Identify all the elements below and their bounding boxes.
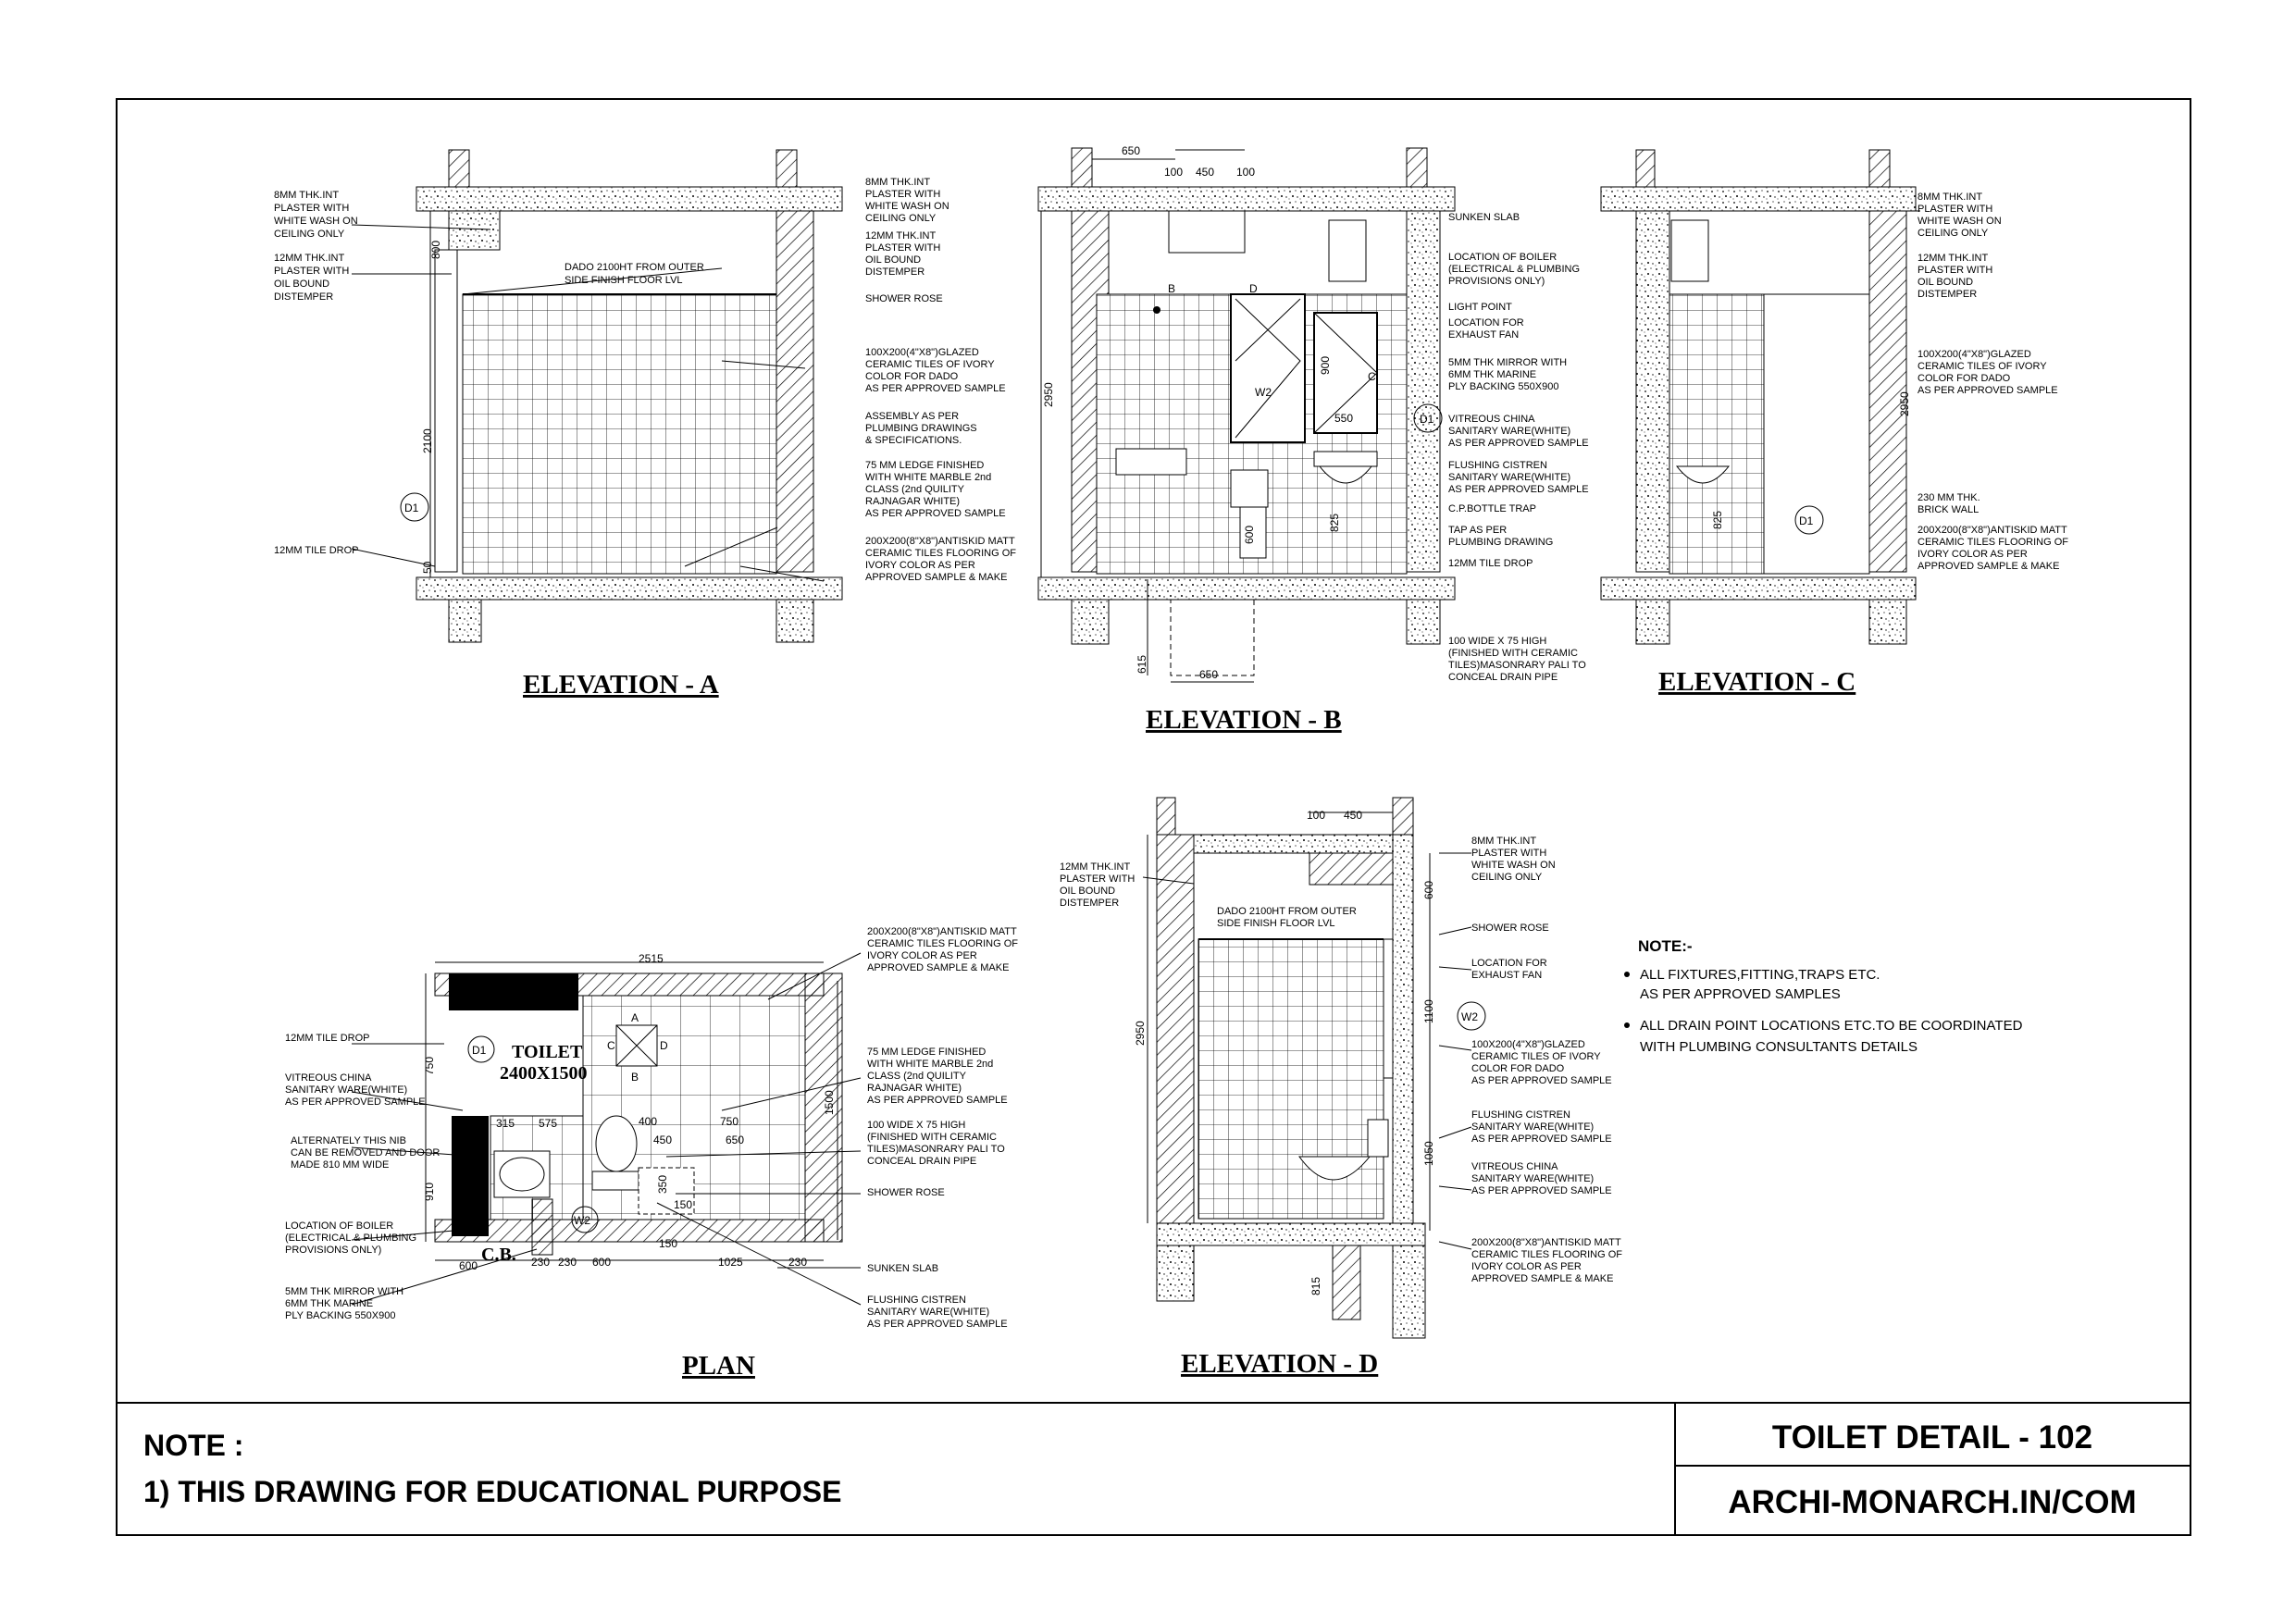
elev-a-label-7: OIL BOUND [274,279,330,290]
elev-d-tag: W2 [1461,1010,1478,1023]
elev-b-left-6: PLASTER WITH [865,242,941,254]
plan-dim-6: 575 [539,1117,558,1130]
elev-b-right-2: LOCATION OF BOILER [1448,252,1558,263]
elev-a-label-5: 12MM THK.INT [274,253,345,264]
elev-b-right-4: PROVISIONS ONLY) [1448,276,1545,287]
plan-left-10: PROVISIONS ONLY) [285,1245,382,1256]
elev-c-title: ELEVATION - C [1658,667,1856,697]
elev-d-right-6: LOCATION FOR [1471,958,1547,969]
elev-c-label-10: CERAMIC TILES OF IVORY [1917,361,2047,372]
website: ARCHI-MONARCH.IN/COM [1728,1484,2137,1520]
elev-a-label-8: DISTEMPER [274,291,334,303]
plan-right-7: CLASS (2nd QUILITY [867,1071,966,1082]
elev-b-tag-w2: W2 [1255,386,1272,399]
elev-b-bottom-1: 100 WIDE X 75 HIGH [1448,636,1547,647]
elev-b-right-10: PLY BACKING 550X900 [1448,381,1559,392]
elev-a-label-4: CEILING ONLY [274,229,345,240]
plan-tag-d1: D1 [472,1044,487,1057]
elev-c-label-11: COLOR FOR DADO [1917,373,2011,384]
drawing-title: TOILET DETAIL - 102 [1771,1419,2093,1456]
elev-b-left-19: CLASS (2nd QUILITY [865,484,964,495]
plan-left-7: MADE 810 MM WIDE [291,1159,390,1171]
plan-left-9: (ELECTRICAL & PLUMBING [285,1233,417,1244]
elev-d-right-9: CERAMIC TILES OF IVORY [1471,1051,1601,1062]
elev-c-label-15: 200X200(8"X8")ANTISKID MATT [1917,525,2067,536]
elev-b-bottom-2: (FINISHED WITH CERAMIC [1448,648,1578,659]
elev-b-dim-5: 2950 [1042,382,1055,407]
plan-dim-2: 1500 [823,1090,836,1115]
elev-b-dim-6: 900 [1319,355,1332,375]
elev-b-right-12: SANITARY WARE(WHITE) [1448,426,1571,437]
elev-d-right-5: SHOWER ROSE [1471,923,1549,934]
elev-b-left-12: COLOR FOR DADO [865,371,959,382]
elev-b-left-9: SHOWER ROSE [865,293,943,304]
elev-d-right-13: SANITARY WARE(WHITE) [1471,1121,1595,1133]
elev-b-dim-8: 825 [1328,513,1341,532]
plan-dim-3: 750 [423,1056,436,1075]
elev-a-label-2: PLASTER WITH [274,203,350,214]
plan-right-5: 75 MM LEDGE FINISHED [867,1047,987,1058]
elevation-c [1601,150,1920,644]
elev-b-left-18: WITH WHITE MARBLE 2nd [865,472,992,483]
elev-a-label-11: 12MM TILE DROP [274,545,359,556]
elev-b-left-24: IVORY COLOR AS PER [865,560,975,571]
plan-dim-13: 600 [459,1259,478,1272]
elev-b-right-5: LIGHT POINT [1448,302,1512,313]
elev-b-left-7: OIL BOUND [865,254,922,266]
elev-b-right-1: SUNKEN SLAB [1448,212,1520,223]
elev-b-bottom-4: CONCEAL DRAIN PIPE [1448,672,1558,683]
elev-b-left-14: ASSEMBLY AS PER [865,411,960,422]
elev-c-label-6: PLASTER WITH [1917,265,1993,276]
elev-b-right-15: SANITARY WARE(WHITE) [1448,472,1571,483]
elev-b-dim-9: 600 [1243,525,1256,544]
elev-a-label-1: 8MM THK.INT [274,190,340,201]
elev-b-right-17: C.P.BOTTLE TRAP [1448,503,1536,514]
plan-tag-b: B [631,1071,639,1084]
elev-b-tag-c: C [1368,370,1376,383]
plan-left-8: LOCATION OF BOILER [285,1220,394,1232]
elev-c-label-16: CERAMIC TILES FLOORING OF [1917,537,2068,548]
plan-tag-d: D [660,1039,668,1052]
elev-d-right-7: EXHAUST FAN [1471,970,1543,981]
elev-b-left-23: CERAMIC TILES FLOORING OF [865,548,1016,559]
plan-right-18: AS PER APPROVED SAMPLE [867,1319,1008,1330]
elevation-b [1038,148,1455,682]
elev-c-label-2: PLASTER WITH [1917,204,1993,215]
elev-d-dim-6: 1050 [1422,1141,1435,1166]
title-block-note-text: 1) THIS DRAWING FOR EDUCATIONAL PURPOSE [143,1475,842,1508]
elev-b-right-7: EXHAUST FAN [1448,329,1520,341]
elev-c-label-14: BRICK WALL [1917,504,1980,515]
elev-c-label-4: CEILING ONLY [1917,228,1989,239]
elev-b-left-21: AS PER APPROVED SAMPLE [865,508,1006,519]
elev-b-bottom-3: TILES)MASONRARY PALI TO [1448,660,1586,671]
elev-d-left-2: PLASTER WITH [1060,873,1136,885]
plan-dim-4: 910 [423,1182,436,1201]
notes-item-4: WITH PLUMBING CONSULTANTS DETAILS [1640,1039,1918,1055]
plan-right-10: 100 WIDE X 75 HIGH [867,1120,966,1131]
plan-left-2: VITREOUS CHINA [285,1072,372,1084]
plan-right-15: SUNKEN SLAB [867,1263,939,1274]
title-block [143,1419,2137,1520]
plan-right-3: IVORY COLOR AS PER [867,950,977,961]
elev-b-left-25: APPROVED SAMPLE & MAKE [865,572,1008,583]
plan-dim-18: 230 [558,1256,577,1269]
elev-a-label-10: SIDE FINISH FLOOR LVL [565,275,683,286]
plan-tag-cb: C.B. [481,1245,516,1265]
plan-right-6: WITH WHITE MARBLE 2nd [867,1059,994,1070]
elev-b-right-20: 12MM TILE DROP [1448,558,1533,569]
plan-right-9: AS PER APPROVED SAMPLE [867,1095,1008,1106]
elev-c-label-1: 8MM THK.INT [1917,192,1983,203]
elev-d-title: ELEVATION - D [1181,1349,1379,1379]
plan-right-1: 200X200(8"X8")ANTISKID MATT [867,926,1017,937]
elev-b-left-22: 200X200(8"X8")ANTISKID MATT [865,536,1015,547]
elev-d-right-17: AS PER APPROVED SAMPLE [1471,1185,1612,1196]
elev-b-right-14: FLUSHING CISTREN [1448,460,1547,471]
elev-d-right-18: 200X200(8"X8")ANTISKID MATT [1471,1237,1621,1248]
plan-right-2: CERAMIC TILES FLOORING OF [867,938,1018,949]
elev-b-right-13: AS PER APPROVED SAMPLE [1448,438,1589,449]
plan-view [352,953,861,1305]
elev-c-dim-1: 2950 [1898,391,1911,416]
plan-dim-19: 150 [674,1198,693,1211]
plan-tag-c: C [607,1039,615,1052]
plan-dim-8: 750 [720,1115,739,1128]
elev-b-tag-d1: D1 [1420,413,1434,426]
elev-b-tag-b: B [1168,282,1176,295]
plan-dim-15: 600 [592,1256,612,1269]
elev-b-left-1: 8MM THK.INT [865,177,931,188]
elev-b-dim-11: 650 [1199,668,1219,681]
plan-left-1: 12MM TILE DROP [285,1033,370,1044]
elev-b-left-20: RAJNAGAR WHITE) [865,496,961,507]
elev-c-label-13: 230 MM THK. [1917,492,1980,503]
plan-dim-9: 450 [653,1134,673,1146]
elev-c-tag: D1 [1799,514,1814,527]
elev-c-label-9: 100X200(4"X8")GLAZED [1917,349,2031,360]
elev-d-dim-2: 450 [1344,809,1363,822]
elev-a-title: ELEVATION - A [523,670,719,700]
plan-left-6: CAN BE REMOVED AND DOOR [291,1147,441,1158]
plan-dim-14: 230 [531,1256,551,1269]
elev-b-dim-1: 650 [1122,144,1141,157]
plan-left-3: SANITARY WARE(WHITE) [285,1084,408,1096]
elev-d-right-21: APPROVED SAMPLE & MAKE [1471,1273,1614,1284]
elev-d-dim-1: 100 [1307,809,1326,822]
elev-b-left-11: CERAMIC TILES OF IVORY [865,359,995,370]
elev-d-left-4: DISTEMPER [1060,898,1120,909]
notes-heading: NOTE:- [1638,937,1693,955]
elev-c-label-3: WHITE WASH ON [1917,216,2002,227]
plan-dim-11: 350 [656,1174,669,1194]
plan-right-13: CONCEAL DRAIN PIPE [867,1156,977,1167]
elev-b-left-2: PLASTER WITH [865,189,941,200]
plan-dim-1: 2515 [639,952,664,965]
elev-b-right-19: PLUMBING DRAWING [1448,537,1554,548]
elev-d-right-3: WHITE WASH ON [1471,860,1556,871]
elev-b-left-5: 12MM THK.INT [865,230,937,242]
plan-left-4: AS PER APPROVED SAMPLE [285,1096,426,1108]
elev-b-left-15: PLUMBING DRAWINGS [865,423,977,434]
elev-b-left-16: & SPECIFICATIONS. [865,435,962,446]
elev-c-dim-2: 825 [1711,510,1724,529]
elev-a-dim-2100: 2100 [421,428,434,453]
elev-b-tag-d: D [1249,282,1258,295]
elev-a-dim-800: 800 [429,240,442,259]
elev-d-right-15: VITREOUS CHINA [1471,1161,1558,1172]
elev-d-dim-5: 1100 [1422,999,1435,1023]
elev-d-right-1: 8MM THK.INT [1471,836,1537,847]
elev-c-label-5: 12MM THK.INT [1917,253,1989,264]
plan-right-8: RAJNAGAR WHITE) [867,1083,962,1094]
elev-c-label-18: APPROVED SAMPLE & MAKE [1917,561,2060,572]
elev-b-left-10: 100X200(4"X8")GLAZED [865,347,979,358]
elev-b-left-3: WHITE WASH ON [865,201,949,212]
plan-tag-a: A [631,1011,639,1024]
plan-right-17: SANITARY WARE(WHITE) [867,1307,990,1318]
plan-left-5: ALTERNATELY THIS NIB [291,1135,406,1146]
plan-dim-10: 650 [726,1134,745,1146]
elev-d-right-10: COLOR FOR DADO [1471,1063,1565,1074]
plan-dim-12: 150 [659,1237,678,1250]
notes-item-3: ALL DRAIN POINT LOCATIONS ETC.TO BE COORDINATED [1640,1018,2023,1034]
elev-b-left-13: AS PER APPROVED SAMPLE [865,383,1006,394]
elev-b-title: ELEVATION - B [1146,705,1342,735]
elev-d-left-6: SIDE FINISH FLOOR LVL [1217,918,1335,929]
elev-b-dim-10: 615 [1136,654,1148,674]
plan-left-12: 6MM THK MARINE [285,1298,374,1309]
elev-b-left-4: CEILING ONLY [865,213,937,224]
elev-d-right-8: 100X200(4"X8")GLAZED [1471,1039,1585,1050]
elev-a-label-6: PLASTER WITH [274,266,350,277]
general-notes [1624,937,2023,1055]
elev-d-left-3: OIL BOUND [1060,886,1116,897]
plan-left-13: PLY BACKING 550X900 [285,1310,396,1321]
elev-d-right-4: CEILING ONLY [1471,872,1543,883]
plan-left-11: 5MM THK MIRROR WITH [285,1286,404,1297]
elev-d-dim-3: 600 [1422,880,1435,899]
elev-a-dim-50: 50 [421,561,434,574]
elev-d-left-1: 12MM THK.INT [1060,861,1131,873]
elev-b-dim-3: 450 [1196,166,1215,179]
title-block-note-heading: NOTE : [143,1429,244,1462]
plan-title: PLAN [682,1351,755,1381]
elevation-d [1143,798,1485,1338]
plan-right-12: TILES)MASONRARY PALI TO [867,1144,1005,1155]
elev-b-right-3: (ELECTRICAL & PLUMBING [1448,264,1581,275]
elev-c-label-17: IVORY COLOR AS PER [1917,549,2028,560]
elev-b-right-18: TAP AS PER [1448,525,1508,536]
elev-d-dim-4: 2950 [1134,1021,1147,1046]
plan-room-name: TOILET [512,1042,583,1062]
plan-dim-7: 400 [639,1115,658,1128]
elev-c-label-7: OIL BOUND [1917,277,1974,288]
elev-d-left-5: DADO 2100HT FROM OUTER [1217,906,1357,917]
elev-b-right-11: VITREOUS CHINA [1448,414,1535,425]
elev-c-label-8: DISTEMPER [1917,289,1978,300]
elev-b-right-9: 6MM THK MARINE [1448,369,1537,380]
plan-right-16: FLUSHING CISTREN [867,1295,966,1306]
elev-d-right-20: IVORY COLOR AS PER [1471,1261,1582,1272]
elev-b-right-16: AS PER APPROVED SAMPLE [1448,484,1589,495]
elev-b-dim-2: 100 [1164,166,1184,179]
elev-b-right-6: LOCATION FOR [1448,317,1524,328]
elev-b-dim-4: 100 [1236,166,1256,179]
elev-a-tag: D1 [404,502,419,514]
plan-tag-w2: W2 [574,1214,590,1227]
elev-d-right-12: FLUSHING CISTREN [1471,1109,1570,1121]
plan-right-4: APPROVED SAMPLE & MAKE [867,962,1010,973]
elev-a-label-9: DADO 2100HT FROM OUTER [565,262,704,273]
elev-d-dim-7: 815 [1309,1276,1322,1295]
plan-right-14: SHOWER ROSE [867,1187,945,1198]
elev-b-dim-7: 550 [1334,412,1354,425]
elev-d-right-11: AS PER APPROVED SAMPLE [1471,1075,1612,1086]
plan-room-size: 2400X1500 [500,1063,588,1084]
notes-item-2: AS PER APPROVED SAMPLES [1640,986,1841,1002]
elev-c-label-12: AS PER APPROVED SAMPLE [1917,385,2058,396]
plan-dim-16: 1025 [718,1256,743,1269]
notes-item-1: ALL FIXTURES,FITTING,TRAPS ETC. [1640,967,1880,983]
elev-d-right-19: CERAMIC TILES FLOORING OF [1471,1249,1622,1260]
elev-b-left-17: 75 MM LEDGE FINISHED [865,460,985,471]
elev-a-label-3: WHITE WASH ON [274,216,358,227]
plan-dim-17: 230 [788,1256,808,1269]
elev-d-right-2: PLASTER WITH [1471,848,1547,859]
elev-b-right-8: 5MM THK MIRROR WITH [1448,357,1568,368]
plan-dim-5: 315 [496,1117,515,1130]
elev-d-right-16: SANITARY WARE(WHITE) [1471,1173,1595,1184]
elev-d-right-14: AS PER APPROVED SAMPLE [1471,1134,1612,1145]
elev-b-left-8: DISTEMPER [865,266,925,278]
plan-right-11: (FINISHED WITH CERAMIC [867,1132,997,1143]
